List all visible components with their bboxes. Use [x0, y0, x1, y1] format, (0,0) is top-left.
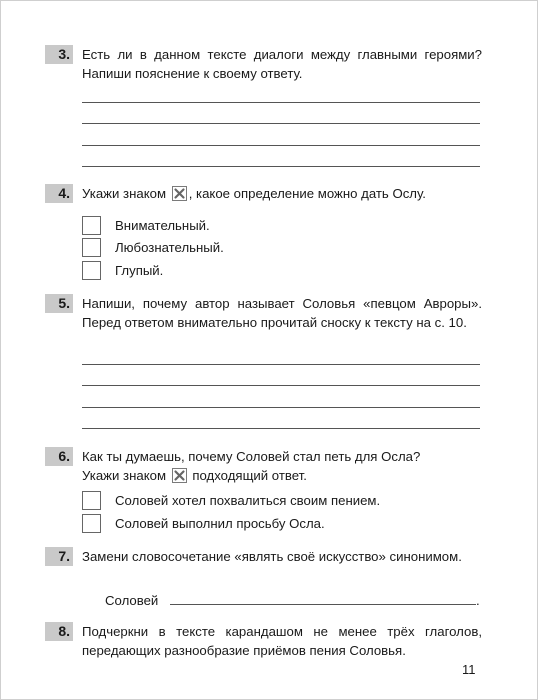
page-number: 11: [462, 662, 476, 677]
task-number: 8.: [45, 622, 73, 641]
task-text-before: Укажи знаком: [82, 186, 167, 201]
answer-label: Соловей: [105, 593, 159, 608]
task-text-before: Укажи знаком: [82, 468, 167, 483]
task-text-after: подходящий ответ.: [192, 468, 307, 483]
checkbox[interactable]: [82, 261, 101, 280]
x-mark-icon: [172, 186, 187, 201]
checkbox[interactable]: [82, 238, 101, 257]
answer-period: .: [476, 593, 480, 608]
task-number: 3.: [45, 45, 73, 64]
task-number: 5.: [45, 294, 73, 313]
task-text-line2: [82, 466, 482, 485]
task-number: 6.: [45, 447, 73, 466]
x-mark-icon: [172, 468, 187, 483]
task-number: 4.: [45, 184, 73, 203]
task-text: Напиши, почему автор называет Соловья «певцом Авроры». Перед ответом внимательно прочитай сноску к тексту на с. 10.: [82, 296, 482, 330]
option-label: Глупый.: [115, 263, 164, 278]
task-text: Подчеркни в тексте карандашом не менее трёх глаголов, передающих разнообразие приёмов пения Соловья.: [82, 624, 482, 658]
task-text: Есть ли в данном тексте диалоги между главными героями? Напиши пояснение к своему ответу.: [82, 47, 482, 81]
answer-line[interactable]: [82, 166, 480, 167]
option-label: Внимательный.: [115, 218, 210, 233]
task-text-line1: Как ты думаешь, почему Соловей стал петь для Осла?: [82, 449, 421, 464]
option-label: Соловей выполнил просьбу Осла.: [115, 516, 325, 531]
checkbox[interactable]: [82, 514, 101, 533]
answer-line[interactable]: [82, 364, 480, 365]
answer-line[interactable]: [82, 428, 480, 429]
answer-line[interactable]: [82, 145, 480, 146]
answer-line[interactable]: [82, 102, 480, 103]
checkbox[interactable]: [82, 216, 101, 235]
answer-line[interactable]: [82, 123, 480, 124]
answer-line[interactable]: [170, 604, 476, 605]
task-number: 7.: [45, 547, 73, 566]
option-label: Соловей хотел похвалиться своим пением.: [115, 493, 381, 508]
option-label: Любознательный.: [115, 240, 224, 255]
task-text: [82, 184, 482, 203]
answer-line[interactable]: [82, 407, 480, 408]
answer-line[interactable]: [82, 385, 480, 386]
task-text: [82, 447, 482, 485]
task-text: Замени словосочетание «являть своё искусство» синонимом.: [82, 549, 462, 564]
checkbox[interactable]: [82, 491, 101, 510]
task-text-after: , какое определение можно дать Ослу.: [188, 186, 426, 201]
